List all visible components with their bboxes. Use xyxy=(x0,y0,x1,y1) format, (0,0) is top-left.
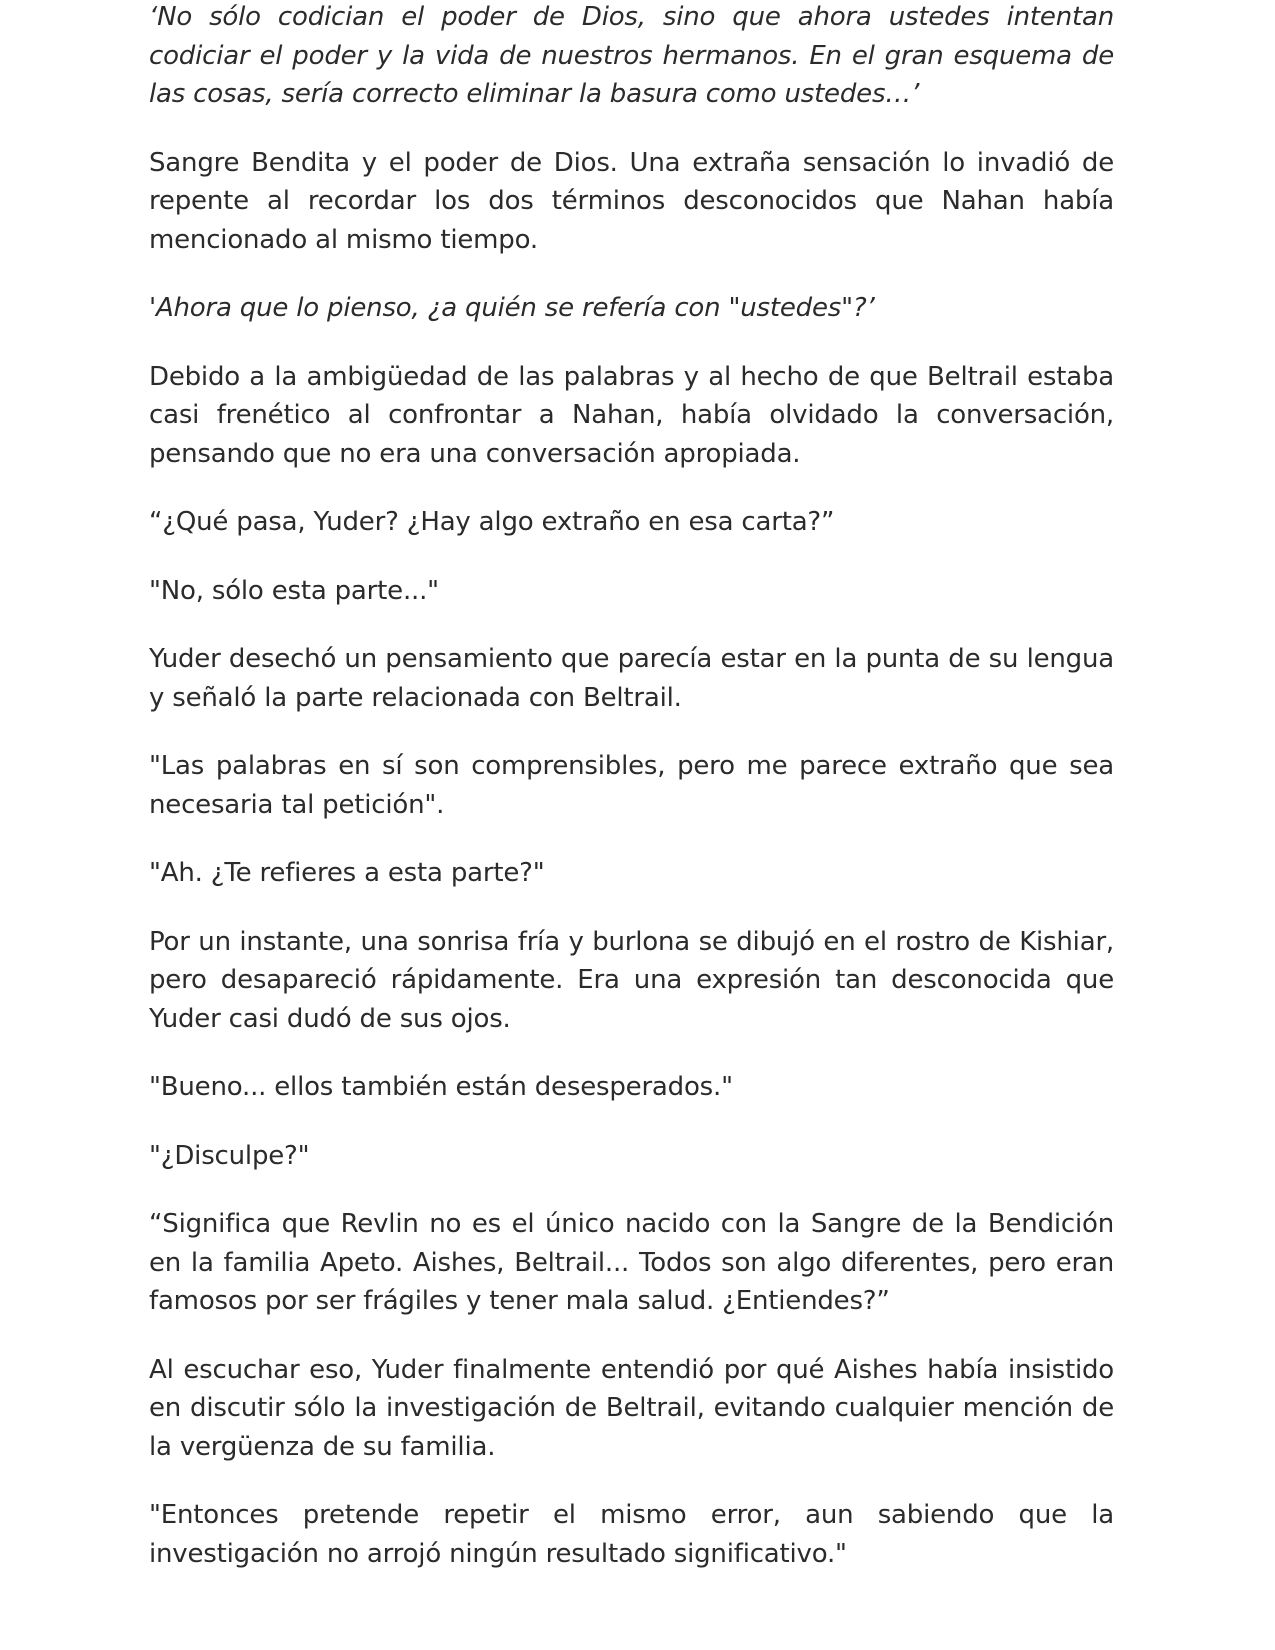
paragraph-10: Por un instante, una sonrisa fría y burlona se dibujó en el rostro de Kishiar, pero desapareció rápidamente. Era una expresión tan desconocida que Yuder casi dudó de sus ojos. xyxy=(149,926,1114,1034)
paragraph-7: Yuder desechó un pensamiento que parecía estar en la punta de su lengua y señaló la parte relacionada con Beltrail. xyxy=(149,644,1114,713)
paragraph-14: Al escuchar eso, Yuder finalmente entendió por qué Aishes había insistido en discutir sólo la investigación de Beltrail, evitando cualquier mención de la vergüenza de su familia. xyxy=(149,1354,1114,1462)
paragraph-15: "Entonces pretende repetir el mismo error, aun sabiendo que la investigación no arrojó ningún resultado significativo." xyxy=(149,1500,1114,1569)
paragraph-1: ‘No sólo codician el poder de Dios, sino que ahora ustedes intentan codiciar el poder y la vida de nuestros hermanos. En el gran esquema de las cosas, sería correcto eliminar la basura como ustedes…’ xyxy=(149,2,1114,109)
paragraph-4: Debido a la ambigüedad de las palabras y al hecho de que Beltrail estaba casi frenético al confrontar a Nahan, había olvidado la conversación, pensando que no era una conversación apropiada. xyxy=(149,361,1114,469)
paragraph-3: 'Ahora que lo pienso, ¿a quién se refería con "ustedes"?’ xyxy=(149,293,875,323)
paragraph-6: "No, sólo esta parte..." xyxy=(149,575,439,606)
paragraph-9: "Ah. ¿Te refieres a esta parte?" xyxy=(149,858,545,888)
paragraph-11: "Bueno... ellos también están desesperados." xyxy=(149,1072,733,1102)
document-page xyxy=(149,0,1114,1603)
paragraph-12: "¿Disculpe?" xyxy=(149,1140,310,1171)
paragraph-8: "Las palabras en sí son comprensibles, pero me parece extraño que sea necesaria tal petición". xyxy=(149,751,1114,820)
paragraph-5: “¿Qué pasa, Yuder? ¿Hay algo extraño en esa carta?” xyxy=(149,507,835,537)
paragraph-2: Sangre Bendita y el poder de Dios. Una extraña sensación lo invadió de repente al recordar los dos términos desconocidos que Nahan había mencionado al mismo tiempo. xyxy=(149,147,1114,255)
paragraph-13: “Significa que Revlin no es el único nacido con la Sangre de la Bendición en la familia Apeto. Aishes, Beltrail... Todos son algo diferentes, pero eran famosos por ser frágiles y tener mala salud. ¿Entiendes?” xyxy=(149,1209,1114,1316)
